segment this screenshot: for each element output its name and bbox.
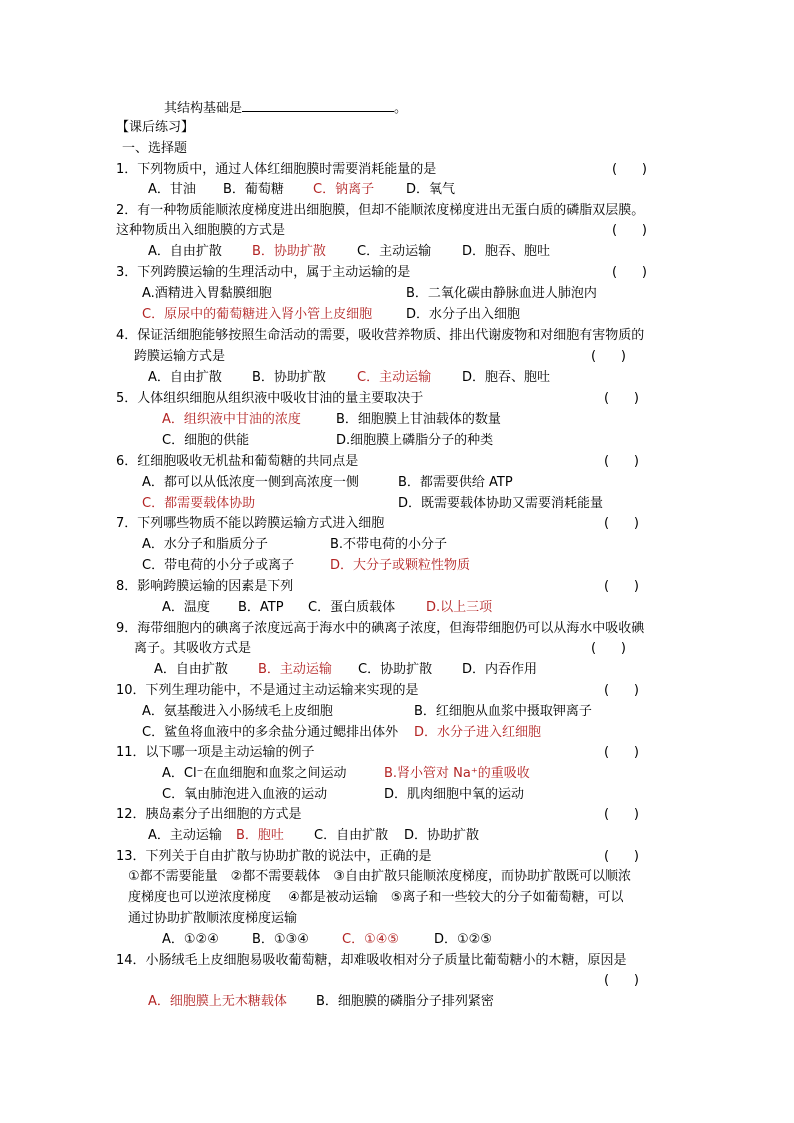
option-b-answer[interactable]: B．协助扩散: [252, 244, 326, 259]
option-b[interactable]: B．①③④: [252, 932, 309, 947]
question-13-statements-3: 通过协助扩散顺浓度梯度运输: [128, 911, 298, 926]
option-d[interactable]: D．既需要载体协助又需要消耗能量: [398, 496, 604, 511]
option-d[interactable]: D．水分子出入细胞: [406, 307, 521, 322]
question-13-statements-1: ①都不需要能量 ②都不需要载体 ③自由扩散只能顺浓度梯度，而协助扩散既可以顺浓: [128, 869, 631, 884]
option-b[interactable]: B．葡萄糖: [223, 182, 284, 197]
question-13-statements-2: 度梯度也可以逆浓度梯度 ④都是被动运输 ⑤离子和一些较大的分子如葡萄糖，可以: [128, 890, 624, 905]
option-c[interactable]: C．主动运输: [357, 244, 432, 259]
option-b-answer[interactable]: B．胞吐: [236, 828, 284, 843]
option-a[interactable]: A．都可以从低浓度一侧到高浓度一侧: [142, 475, 359, 490]
option-d-answer[interactable]: D．水分子进入红细胞: [414, 725, 542, 740]
answer-paren-4[interactable]: ( ): [591, 349, 626, 364]
answer-paren-14[interactable]: ( ): [604, 973, 639, 988]
intro-line: [164, 99, 407, 118]
answer-paren-1[interactable]: ( ): [612, 162, 647, 177]
question-3-stem: 3．下列跨膜运输的生理活动中，属于主动运输的是: [116, 265, 411, 280]
question-14-stem: 14．小肠绒毛上皮细胞易吸收葡萄糖，却难吸收相对分子质量比葡萄糖小的木糖，原因是: [116, 953, 627, 968]
answer-blank[interactable]: [242, 99, 394, 112]
question-4-stem: 4．保证活细胞能够按照生命活动的需要，吸收营养物质、排出代谢废物和对细胞有害物质的: [116, 328, 645, 343]
option-d[interactable]: D．氧气: [406, 182, 456, 197]
answer-paren-8[interactable]: ( ): [604, 579, 639, 594]
question-5-stem: 5．人体组织细胞从组织液中吸收甘油的量主要取决于: [116, 391, 424, 406]
option-a[interactable]: A．主动运输: [148, 828, 222, 843]
option-c-answer[interactable]: C．钠离子: [313, 182, 375, 197]
option-a[interactable]: A．自由扩散: [148, 370, 222, 385]
option-c[interactable]: C．自由扩散: [314, 828, 389, 843]
option-a[interactable]: A．Cl⁻在血细胞和血浆之间运动: [162, 766, 347, 781]
option-c-answer[interactable]: C．原尿中的葡萄糖进入肾小管上皮细胞: [142, 307, 373, 322]
intro-end: 。: [394, 101, 408, 116]
option-b[interactable]: B．ATP: [238, 600, 284, 615]
answer-paren-6[interactable]: ( ): [604, 454, 639, 469]
answer-paren-2[interactable]: ( ): [612, 223, 647, 238]
intro-text: 其结构基础是: [164, 101, 243, 116]
question-9-stem: 9．海带细胞内的碘离子浓度远高于海水中的碘离子浓度，但海带细胞仍可以从海水中吸收碘: [116, 621, 645, 636]
option-a[interactable]: A.酒精进入胃黏膜细胞: [142, 286, 272, 301]
option-a-answer[interactable]: A．组织液中甘油的浓度: [162, 412, 301, 427]
option-c[interactable]: C．鲨鱼将血液中的多余盐分通过鳃排出体外: [142, 725, 399, 740]
option-c[interactable]: C．带电荷的小分子或离子: [142, 558, 295, 573]
option-d[interactable]: D．①②⑤: [434, 932, 492, 947]
option-b[interactable]: B．细胞膜的磷脂分子排列紧密: [316, 994, 494, 1009]
option-c[interactable]: C．协助扩散: [358, 662, 433, 677]
option-c[interactable]: C．细胞的供能: [162, 433, 250, 448]
question-1-stem: 1．下列物质中，通过人体红细胞膜时需要消耗能量的是: [116, 162, 437, 177]
option-c-answer[interactable]: C．主动运输: [357, 370, 432, 385]
option-a[interactable]: A．甘油: [148, 182, 196, 197]
question-7-stem: 7．下列哪些物质不能以跨膜运输方式进入细胞: [116, 516, 385, 531]
option-a[interactable]: A．自由扩散: [154, 662, 228, 677]
answer-paren-13[interactable]: ( ): [604, 849, 639, 864]
option-d[interactable]: D．胞吞、胞吐: [462, 370, 551, 385]
option-d[interactable]: D．肌肉细胞中氧的运动: [384, 787, 525, 802]
option-b[interactable]: B．细胞膜上甘油载体的数量: [336, 412, 501, 427]
option-b[interactable]: B.不带电荷的小分子: [330, 537, 448, 552]
question-8-stem: 8．影响跨膜运输的因素是下列: [116, 579, 294, 594]
option-d-answer[interactable]: D.以上三项: [426, 600, 493, 615]
option-b[interactable]: B．红细胞从血浆中摄取钾离子: [414, 704, 592, 719]
question-13-stem: 13．下列关于自由扩散与协助扩散的说法中，正确的是: [116, 849, 432, 864]
question-12-stem: 12．胰岛素分子出细胞的方式是: [116, 807, 302, 822]
option-c-answer[interactable]: C．①④⑤: [342, 932, 400, 947]
option-d[interactable]: D．内吞作用: [462, 662, 538, 677]
option-b[interactable]: B．协助扩散: [252, 370, 326, 385]
answer-paren-5[interactable]: ( ): [604, 391, 639, 406]
option-d[interactable]: D．协助扩散: [404, 828, 480, 843]
subsection-title: 一、选择题: [122, 141, 188, 156]
option-b-answer[interactable]: B.肾小管对 Na⁺的重吸收: [384, 766, 530, 781]
option-b[interactable]: B．二氧化碳由静脉血进人肺泡内: [406, 286, 597, 301]
option-a[interactable]: A．温度: [162, 600, 210, 615]
question-11-stem: 11．以下哪一项是主动运输的例子: [116, 745, 315, 760]
question-6-stem: 6．红细胞吸收无机盐和葡萄糖的共同点是: [116, 454, 359, 469]
answer-paren-11[interactable]: ( ): [604, 745, 639, 760]
option-c-answer[interactable]: C．都需要载体协助: [142, 496, 256, 511]
answer-paren-10[interactable]: ( ): [604, 683, 639, 698]
option-a[interactable]: A．自由扩散: [148, 244, 222, 259]
question-2-stem-cont: 这种物质出入细胞膜的方式是: [116, 223, 286, 238]
option-c[interactable]: C．氧由肺泡进入血液的运动: [162, 787, 328, 802]
section-title: 【课后练习】: [116, 120, 195, 135]
option-a[interactable]: A．①②④: [162, 932, 219, 947]
option-c[interactable]: C．蛋白质载体: [308, 600, 396, 615]
answer-paren-7[interactable]: ( ): [604, 516, 639, 531]
option-d[interactable]: D．胞吞、胞吐: [462, 244, 551, 259]
option-d[interactable]: D.细胞膜上磷脂分子的种类: [336, 433, 494, 448]
option-b-answer[interactable]: B．主动运输: [258, 662, 332, 677]
answer-paren-12[interactable]: ( ): [604, 807, 639, 822]
answer-paren-9[interactable]: ( ): [591, 641, 626, 656]
option-b[interactable]: B．都需要供给 ATP: [398, 475, 513, 490]
question-10-stem: 10．下列生理功能中，不是通过主动运输来实现的是: [116, 683, 419, 698]
option-a-answer[interactable]: A．细胞膜上无木糖载体: [148, 994, 287, 1009]
option-d-answer[interactable]: D．大分子或颗粒性物质: [330, 558, 471, 573]
question-9-stem-cont: 离子。其吸收方式是: [134, 641, 252, 656]
option-a[interactable]: A．氨基酸进入小肠绒毛上皮细胞: [142, 704, 333, 719]
option-a[interactable]: A．水分子和脂质分子: [142, 537, 268, 552]
question-2-stem: 2．有一种物质能顺浓度梯度进出细胞膜，但却不能顺浓度梯度进出无蛋白质的磷脂双层膜。: [116, 203, 645, 218]
answer-paren-3[interactable]: ( ): [612, 265, 647, 280]
question-4-stem-cont: 跨膜运输方式是: [134, 349, 226, 364]
